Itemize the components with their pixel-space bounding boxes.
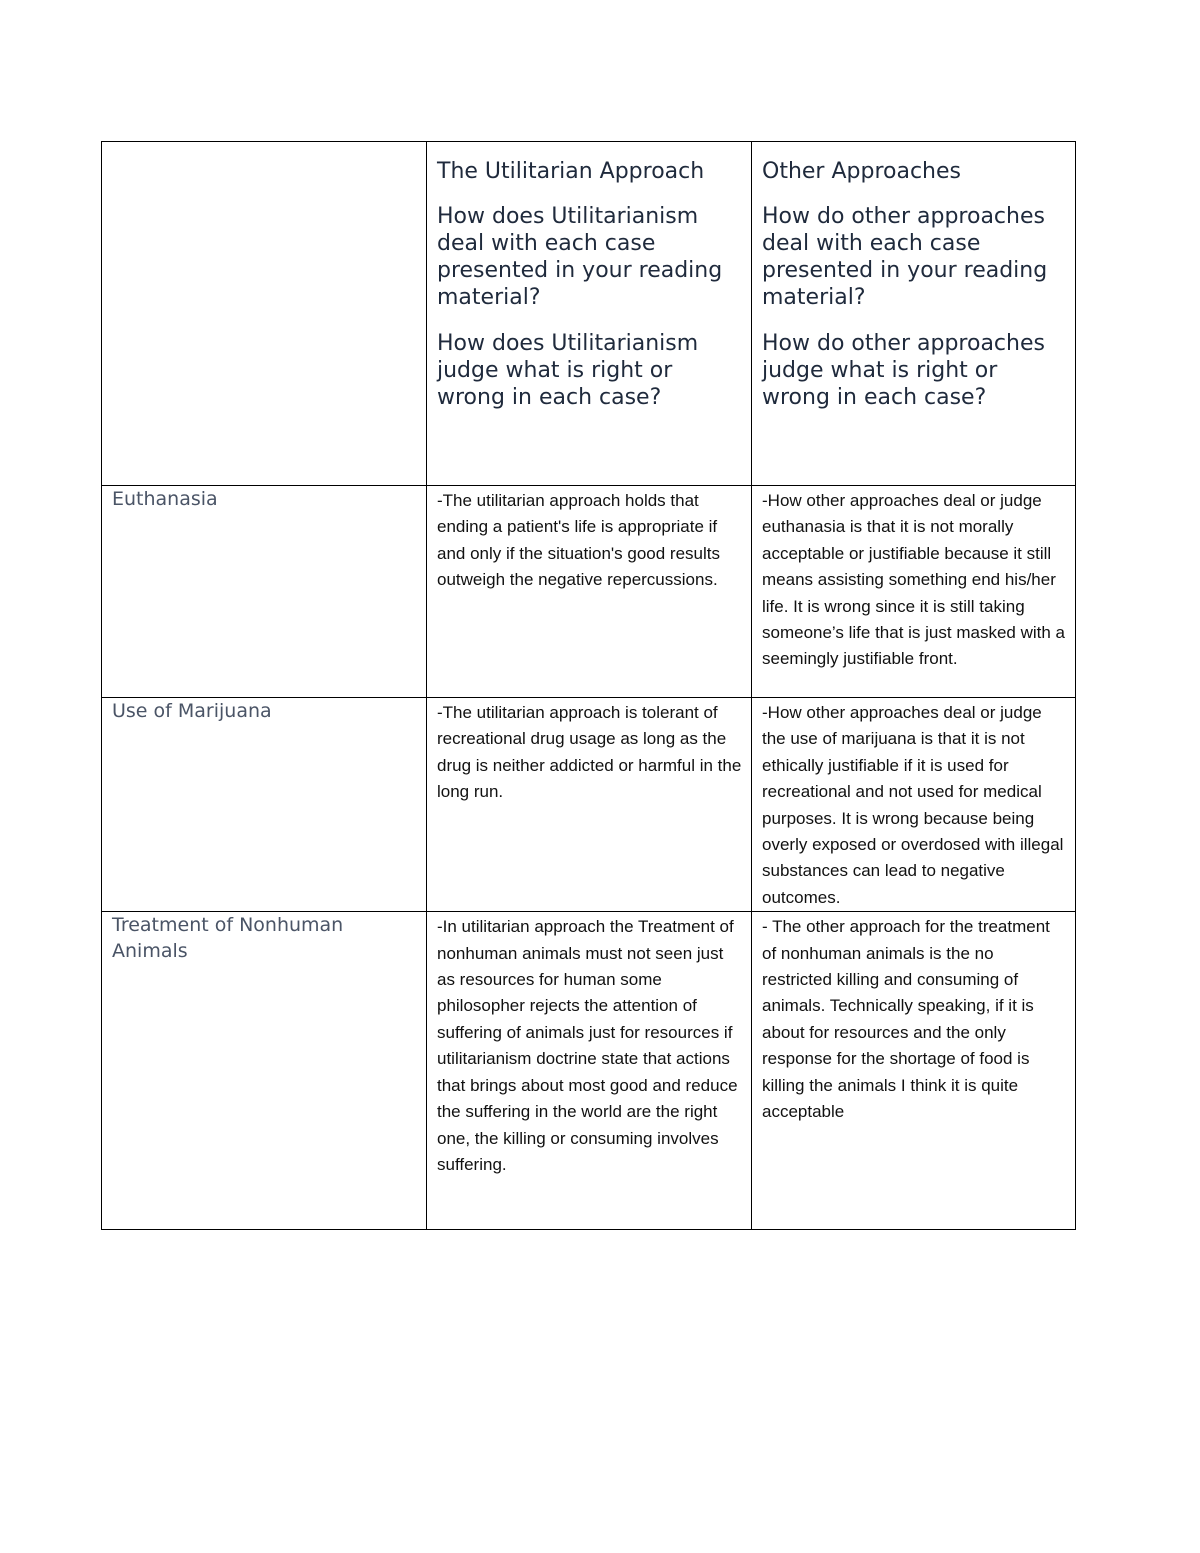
utilitarian-text-euthanasia: -The utilitarian approach holds that ending a patient's life is appropriate if and only if the situation's good results outweigh the negative repercussions. [437,491,720,590]
row-label-cell [102,698,427,912]
other-text-animals: - The other approach for the treatment of nonhuman animals is the no restricted killing and consuming of animals. Technically speaking, if it is about for resources and the only response for the shortage of food is killing the animals I think it is quite acceptable [762,917,1050,1122]
row-label-cell [102,486,427,698]
table-row [102,698,1076,912]
row-label-animals: Treatment of Nonhuman Animals [112,914,344,963]
other-text-euthanasia: -How other approaches deal or judge euthanasia is that it is not morally acceptable or justifiable because it still means assisting something end his/her life. It is wrong since it is still taking someone’s life that is just masked with a seemingly justifiable front. [762,491,1065,669]
header-cell-empty [102,142,427,486]
utilitarian-question-1: How does Utilitarianism deal with each case presented in your reading material? [437,204,723,310]
row-label-euthanasia: Euthanasia [112,488,218,510]
other-cell [752,698,1076,912]
table-row [102,486,1076,698]
header-cell-other [752,142,1076,486]
other-cell [752,486,1076,698]
row-label-cell [102,912,427,1230]
utilitarian-text-marijuana: -The utilitarian approach is tolerant of recreational drug usage as long as the drug is neither addicted or harmful in the long run. [437,703,742,802]
utilitarian-title: The Utilitarian Approach [437,159,705,184]
utilitarian-text-animals: -In utilitarian approach the Treatment of nonhuman animals must not seen just as resources for human some philosopher rejects the attention of suffering of animals just for resources if utilitarianism doctrine state that actions that brings about most good and reduce the suffering in the world are the right one, the killing or consuming involves suffering. [437,917,738,1174]
other-cell [752,912,1076,1230]
header-cell-utilitarian [427,142,752,486]
other-text-marijuana: -How other approaches deal or judge the use of marijuana is that it is not ethically justifiable if it is used for recreational and not used for medical purposes. It is wrong because being overly exposed or overdosed with illegal substances can lead to negative outcomes. [762,703,1064,907]
utilitarian-cell [427,698,752,912]
utilitarian-cell [427,912,752,1230]
utilitarian-cell [427,486,752,698]
row-label-marijuana: Use of Marijuana [112,700,272,722]
header-row [102,142,1076,486]
comparison-table [101,141,1076,1230]
other-title: Other Approaches [762,159,961,184]
other-question-2: How do other approaches judge what is right or wrong in each case? [762,331,1045,410]
other-question-1: How do other approaches deal with each case presented in your reading material? [762,204,1048,310]
utilitarian-question-2: How does Utilitarianism judge what is right or wrong in each case? [437,331,699,410]
table-row [102,912,1076,1230]
